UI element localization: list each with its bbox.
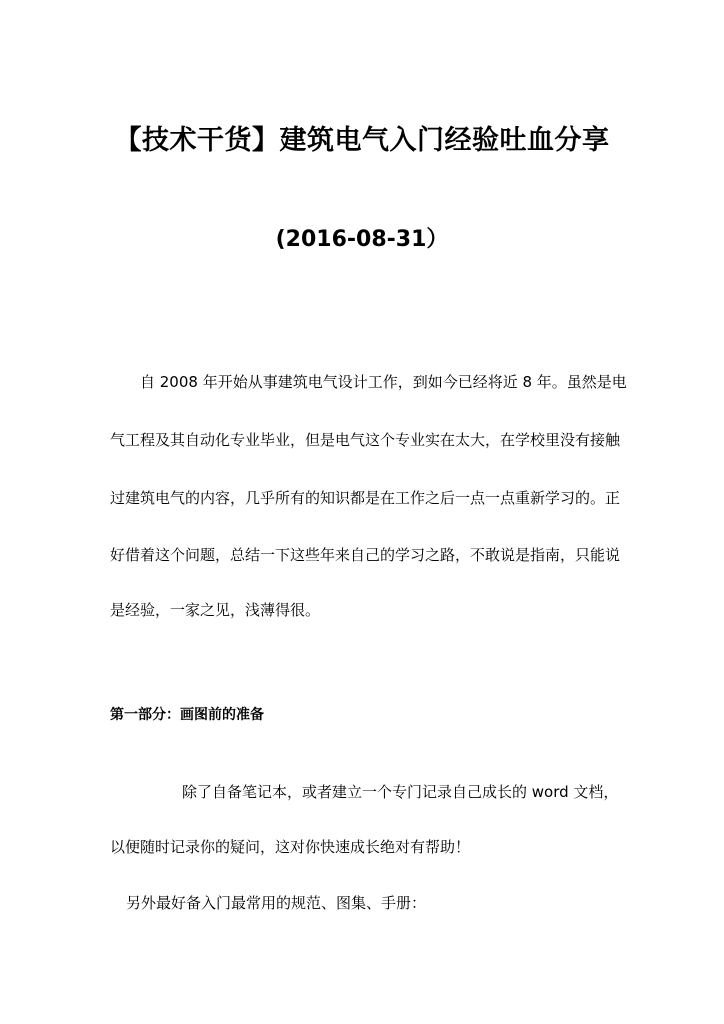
section-heading-part-1: 第一部分：画图前的准备 bbox=[110, 707, 264, 723]
intro-line-3: 过建筑电气的内容，几乎所有的知识都是在工作之后一点一点重新学习的。正 bbox=[110, 489, 621, 507]
document-date: (2016-08-31） bbox=[275, 227, 449, 252]
section1-line-1: 除了自备笔记本，或者建立一个专门记录自己成长的 word 文档， bbox=[182, 783, 619, 801]
intro-line-5: 是经验，一家之见，浅薄得很。 bbox=[110, 601, 321, 619]
intro-line-2: 气工程及其自动化专业毕业，但是电气这个专业实在太大，在学校里没有接触 bbox=[110, 431, 621, 449]
section1-line-3: 另外最好备入门最常用的规范、图集、手册： bbox=[126, 894, 427, 912]
intro-line-1: 自 2008 年开始从事建筑电气设计工作，到如今已经将近 8 年。虽然是电 bbox=[140, 373, 627, 391]
document-title: 【技术干货】建筑电气入门经验吐血分享 bbox=[114, 125, 610, 156]
intro-line-4: 好借着这个问题，总结一下这些年来自己的学习之路，不敢说是指南，只能说 bbox=[110, 546, 621, 564]
section1-line-2: 以便随时记录你的疑问，这对你快速成长绝对有帮助！ bbox=[110, 838, 471, 856]
